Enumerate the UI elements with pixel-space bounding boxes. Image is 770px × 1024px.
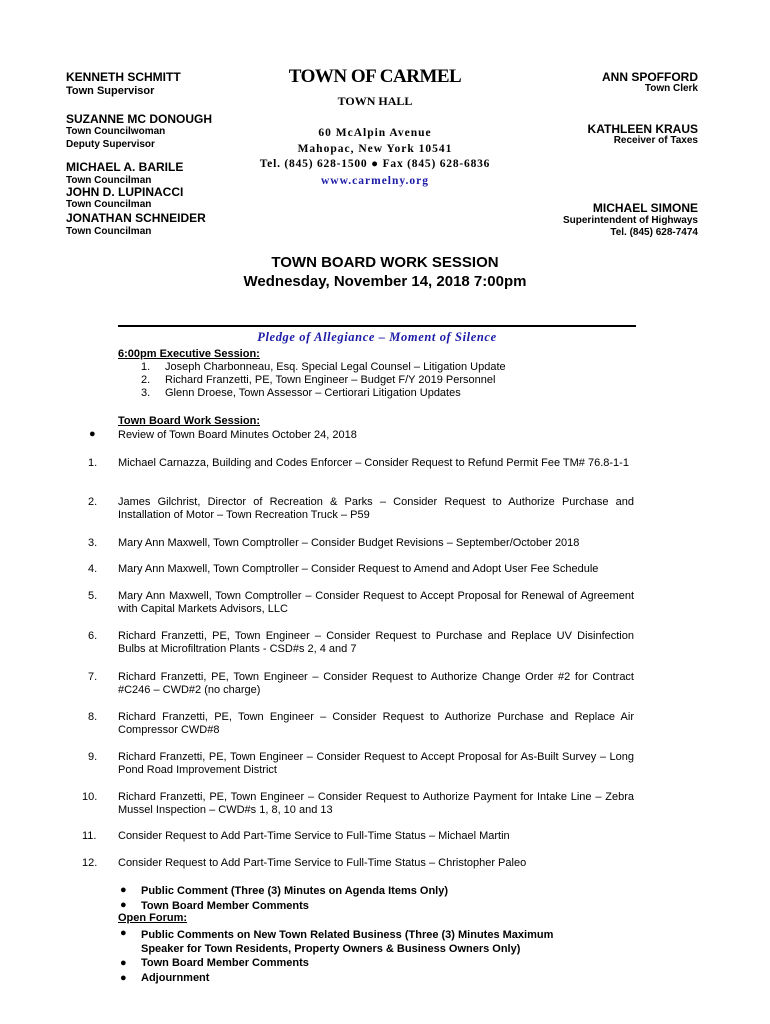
agenda-item: Richard Franzetti, PE, Town Engineer – Consider Request to Authorize Payment for Intake Line – Zebra Mussel Inspection – CWD#s 1, 8, 10 and 13 bbox=[118, 791, 634, 816]
address-line: Mahopac, New York 10541 bbox=[297, 143, 453, 155]
agenda-item: Richard Franzetti, PE, Town Engineer – Consider Request to Purchase and Replace UV Disinfection Bulbs at Microfiltration Plants - CSD#s 2, 4 and 7 bbox=[118, 630, 634, 655]
agenda-item: Richard Franzetti, PE, Town Engineer – Consider Request to Authorize Purchase and Replace Air Compressor CWD#8 bbox=[118, 711, 634, 736]
item-number: 8. bbox=[88, 711, 98, 723]
open-forum-heading: Open Forum: bbox=[118, 912, 188, 924]
executive-heading: 6:00pm Executive Session: bbox=[118, 348, 260, 360]
divider bbox=[118, 325, 636, 327]
item-number: 9. bbox=[88, 751, 98, 763]
official-title: Town Clerk bbox=[644, 83, 698, 94]
official-title: Town Councilman bbox=[66, 175, 152, 186]
work-session-heading: Town Board Work Session: bbox=[118, 415, 260, 427]
agenda-item: James Gilchrist, Director of Recreation & Parks – Consider Request to Authorize Purchase and Installation of Motor – Town Recreation Truck – P59 bbox=[118, 496, 634, 521]
bullet-icon: ● bbox=[89, 428, 96, 440]
official-title: Town Councilman bbox=[66, 226, 152, 237]
official-name: JOHN D. LUPINACCI bbox=[66, 185, 184, 199]
agenda-item: Mary Ann Maxwell, Town Comptroller – Consider Request to Accept Proposal for Renewal of Agreement with Capital Markets Advisors, LLC bbox=[118, 590, 634, 615]
website-link[interactable]: www.carmelny.org bbox=[321, 175, 429, 187]
official-name: JONATHAN SCHNEIDER bbox=[66, 211, 206, 225]
official-title: Receiver of Taxes bbox=[613, 135, 698, 146]
pledge-line: Pledge of Allegiance – Moment of Silence bbox=[257, 330, 497, 344]
session-title: TOWN BOARD WORK SESSION bbox=[271, 254, 499, 271]
exec-item: Joseph Charbonneau, Esq. Special Legal Counsel – Litigation Update bbox=[165, 361, 506, 373]
official-phone: Tel. (845) 628-7474 bbox=[610, 227, 698, 238]
official-title: Superintendent of Highways bbox=[562, 215, 698, 226]
bullet-icon: ● bbox=[120, 972, 127, 984]
official-name: ANN SPOFFORD bbox=[602, 70, 698, 84]
phone-fax: Tel. (845) 628-1500 ● Fax (845) 628-6836 bbox=[259, 158, 491, 170]
item-number: 3. bbox=[88, 537, 98, 549]
agenda-item: Mary Ann Maxwell, Town Comptroller – Consider Budget Revisions – September/October 2018 bbox=[118, 537, 580, 549]
bullet-item: Review of Town Board Minutes October 24, 2018 bbox=[118, 429, 357, 441]
closing-item: Town Board Member Comments bbox=[141, 900, 309, 912]
closing-item: Public Comments on New Town Related Business (Three (3) Minutes Maximum Speaker for Town Residents, Property Owners & Business Owners Only) bbox=[141, 929, 554, 955]
official-name: MICHAEL A. BARILE bbox=[66, 160, 184, 174]
exec-num: 3. bbox=[141, 387, 151, 399]
item-number: 11. bbox=[82, 830, 97, 842]
exec-num: 2. bbox=[141, 374, 151, 386]
bullet-icon: ● bbox=[120, 899, 127, 911]
exec-item: Richard Franzetti, PE, Town Engineer – Budget F/Y 2019 Personnel bbox=[165, 374, 496, 386]
address-line: 60 McAlpin Avenue bbox=[318, 127, 432, 139]
item-number: 2. bbox=[88, 496, 98, 508]
agenda-item: Consider Request to Add Part-Time Service to Full-Time Status – Christopher Paleo bbox=[118, 857, 527, 869]
session-date: Wednesday, November 14, 2018 7:00pm bbox=[243, 273, 527, 290]
exec-item: Glenn Droese, Town Assessor – Certiorari Litigation Updates bbox=[165, 387, 461, 399]
item-number: 7. bbox=[88, 671, 98, 683]
bullet-icon: ● bbox=[120, 927, 127, 939]
agenda-item: Mary Ann Maxwell, Town Comptroller – Consider Request to Amend and Adopt User Fee Schedule bbox=[118, 563, 599, 575]
closing-item: Adjournment bbox=[141, 972, 210, 984]
official-name: MICHAEL SIMONE bbox=[592, 201, 698, 215]
bullet-icon: ● bbox=[120, 957, 127, 969]
agenda-item: Consider Request to Add Part-Time Service to Full-Time Status – Michael Martin bbox=[118, 830, 510, 842]
agenda-item: Richard Franzetti, PE, Town Engineer – Consider Request to Accept Proposal for As-Built Survey – Long Pond Road Improvement District bbox=[118, 751, 634, 776]
official-title: Town Councilman bbox=[66, 199, 152, 210]
town-hall: TOWN HALL bbox=[337, 94, 413, 108]
town-title: TOWN OF CARMEL bbox=[288, 66, 462, 87]
official-title: Town Supervisor bbox=[66, 85, 155, 97]
item-number: 6. bbox=[88, 630, 98, 642]
bullet-icon: ● bbox=[120, 884, 127, 896]
closing-item: Town Board Member Comments bbox=[141, 957, 309, 969]
official-title: Town Councilwoman bbox=[66, 126, 166, 137]
exec-num: 1. bbox=[141, 361, 151, 373]
item-number: 10. bbox=[82, 791, 98, 803]
item-number: 1. bbox=[88, 457, 98, 469]
item-number: 12. bbox=[82, 857, 98, 869]
official-name: SUZANNE MC DONOUGH bbox=[66, 112, 212, 126]
item-number: 5. bbox=[88, 590, 98, 602]
agenda-item: Michael Carnazza, Building and Codes Enforcer – Consider Request to Refund Permit Fee TM# 76.8-1-1 bbox=[118, 457, 629, 469]
agenda-item: Richard Franzetti, PE, Town Engineer – Consider Request to Authorize Change Order #2 for Contract #C246 – CWD#2 (no charge) bbox=[118, 671, 634, 696]
official-name: KENNETH SCHMITT bbox=[66, 70, 181, 84]
item-number: 4. bbox=[88, 563, 98, 575]
official-name: KATHLEEN KRAUS bbox=[587, 122, 698, 136]
closing-item: Public Comment (Three (3) Minutes on Agenda Items Only) bbox=[141, 885, 449, 897]
official-title: Deputy Supervisor bbox=[66, 139, 155, 150]
